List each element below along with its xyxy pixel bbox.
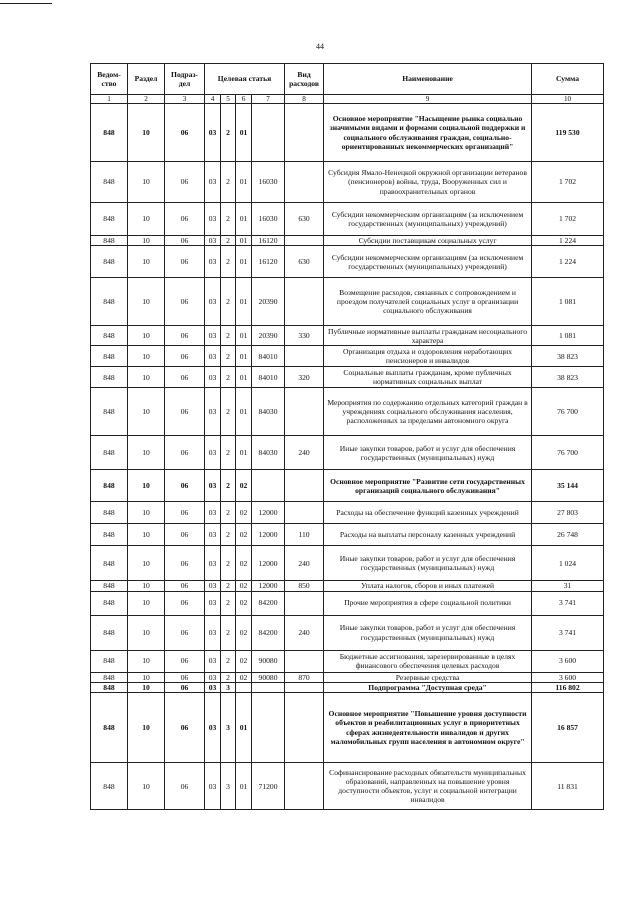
table-row [91, 278, 604, 326]
event-cell [236, 682, 252, 692]
program-cell: 03 [205, 524, 221, 546]
sum-cell: 1 702 [532, 203, 604, 236]
table-row [91, 104, 604, 162]
subprogram-cell: 2 [221, 162, 236, 203]
expense-type-cell [285, 502, 324, 524]
event-cell: 01 [236, 246, 252, 278]
table-row [91, 436, 604, 470]
header-expense-type: Вид расходов [285, 64, 324, 95]
direction-cell [252, 104, 285, 162]
section-cell: 10 [128, 682, 165, 692]
subsection-cell: 06 [165, 367, 205, 388]
dept-cell: 848 [91, 682, 128, 692]
subprogram-cell: 2 [221, 672, 236, 682]
subsection-cell: 06 [165, 581, 205, 591]
sum-cell: 3 741 [532, 615, 604, 650]
program-cell: 03 [205, 104, 221, 162]
direction-cell: 16030 [252, 162, 285, 203]
direction-cell: 84010 [252, 346, 285, 367]
event-cell: 01 [236, 346, 252, 367]
sum-cell: 11 831 [532, 763, 604, 810]
dept-cell: 848 [91, 326, 128, 346]
direction-cell: 84010 [252, 367, 285, 388]
sum-cell: 116 802 [532, 682, 604, 692]
name-cell: Субсидии некоммерческим организациям (за исключением государственных (муниципальных) учреждений) [324, 203, 532, 236]
direction-cell: 84030 [252, 388, 285, 436]
page-number: 44 [316, 42, 324, 51]
subprogram-cell: 2 [221, 388, 236, 436]
section-cell: 10 [128, 326, 165, 346]
top-rule [0, 3, 52, 4]
table-row [91, 470, 604, 502]
header-row [91, 64, 604, 95]
dept-cell: 848 [91, 346, 128, 367]
event-cell: 01 [236, 763, 252, 810]
name-cell: Социальные выплаты гражданам, кроме публичных нормативных социальных выплат [324, 367, 532, 388]
section-cell: 10 [128, 246, 165, 278]
direction-cell: 84200 [252, 615, 285, 650]
sum-cell: 38 823 [532, 346, 604, 367]
name-cell: Мероприятия по содержанию отдельных категорий граждан в учреждениях социального обслуживания населения, расположенных за пределами автономного округа [324, 388, 532, 436]
dept-cell: 848 [91, 693, 128, 763]
subprogram-cell: 2 [221, 615, 236, 650]
table-row [91, 693, 604, 763]
expense-type-cell [285, 388, 324, 436]
dept-cell: 848 [91, 524, 128, 546]
expense-type-cell [285, 682, 324, 692]
subsection-cell: 06 [165, 502, 205, 524]
direction-cell: 16030 [252, 203, 285, 236]
program-cell: 03 [205, 650, 221, 672]
dept-cell: 848 [91, 581, 128, 591]
dept-cell: 848 [91, 203, 128, 236]
program-cell: 03 [205, 763, 221, 810]
sum-cell: 1 081 [532, 278, 604, 326]
dept-cell: 848 [91, 436, 128, 470]
expense-type-cell: 320 [285, 367, 324, 388]
table-row [91, 203, 604, 236]
expense-type-cell: 630 [285, 203, 324, 236]
subprogram-cell: 2 [221, 278, 236, 326]
column-number-cell: 1 [91, 95, 128, 104]
expense-type-cell: 240 [285, 546, 324, 581]
expense-type-cell: 240 [285, 436, 324, 470]
direction-cell [252, 470, 285, 502]
name-cell: Софинансирование расходных обязательств муниципальных образований, направленных на повышение уровня доступности объектов, услуг и социальной интеграции инвалидов [324, 763, 532, 810]
event-cell: 02 [236, 546, 252, 581]
expense-type-cell [285, 346, 324, 367]
header-name: Наименование [324, 64, 532, 95]
sum-cell: 1 702 [532, 162, 604, 203]
direction-cell: 20390 [252, 278, 285, 326]
subprogram-cell: 2 [221, 502, 236, 524]
program-cell: 03 [205, 615, 221, 650]
section-cell: 10 [128, 502, 165, 524]
sum-cell: 31 [532, 581, 604, 591]
event-cell: 01 [236, 436, 252, 470]
name-cell: Иные закупки товаров, работ и услуг для обеспечения государственных (муниципальных) нужд [324, 436, 532, 470]
subsection-cell: 06 [165, 470, 205, 502]
program-cell: 03 [205, 682, 221, 692]
dept-cell: 848 [91, 546, 128, 581]
dept-cell: 848 [91, 470, 128, 502]
dept-cell: 848 [91, 236, 128, 246]
sum-cell: 27 803 [532, 502, 604, 524]
section-cell: 10 [128, 367, 165, 388]
subprogram-cell: 2 [221, 581, 236, 591]
subprogram-cell: 2 [221, 591, 236, 615]
expense-type-cell [285, 104, 324, 162]
sum-cell: 3 600 [532, 650, 604, 672]
event-cell: 02 [236, 502, 252, 524]
name-cell: Основное мероприятие "Развитие сети государственных организаций социального обслуживания" [324, 470, 532, 502]
event-cell: 01 [236, 236, 252, 246]
program-cell: 03 [205, 581, 221, 591]
table-row [91, 682, 604, 692]
expense-type-cell [285, 693, 324, 763]
sum-cell: 76 700 [532, 436, 604, 470]
column-number-cell: 2 [128, 95, 165, 104]
name-cell: Субсидия Ямало-Ненецкой окружной организации ветеранов (пенсионеров) войны, труда, Вооруженных сил и правоохранительных органов [324, 162, 532, 203]
event-cell: 01 [236, 278, 252, 326]
dept-cell: 848 [91, 615, 128, 650]
subprogram-cell: 2 [221, 203, 236, 236]
name-cell: Возмещение расходов, связанных с сопровождением и проездом получателей социальных услуг в организации социального обслуживания [324, 278, 532, 326]
sum-cell: 26 748 [532, 524, 604, 546]
header-section: Раздел [128, 64, 165, 95]
event-cell: 01 [236, 203, 252, 236]
event-cell: 02 [236, 581, 252, 591]
column-number-row [91, 95, 604, 104]
event-cell: 02 [236, 615, 252, 650]
name-cell: Бюджетные ассигнования, зарезервированные в целях финансового обеспечения целевых расходов [324, 650, 532, 672]
section-cell: 10 [128, 104, 165, 162]
table-row [91, 615, 604, 650]
section-cell: 10 [128, 278, 165, 326]
program-cell: 03 [205, 591, 221, 615]
section-cell: 10 [128, 546, 165, 581]
direction-cell: 12000 [252, 581, 285, 591]
column-number-cell: 5 [221, 95, 236, 104]
program-cell: 03 [205, 693, 221, 763]
table-row [91, 346, 604, 367]
dept-cell: 848 [91, 591, 128, 615]
subsection-cell: 06 [165, 326, 205, 346]
program-cell: 03 [205, 162, 221, 203]
name-cell: Субсидии некоммерческим организациям (за исключением государственных (муниципальных) учреждений) [324, 246, 532, 278]
name-cell: Уплата налогов, сборов и иных платежей [324, 581, 532, 591]
direction-cell: 71200 [252, 763, 285, 810]
subsection-cell: 06 [165, 104, 205, 162]
expense-type-cell [285, 162, 324, 203]
dept-cell: 848 [91, 246, 128, 278]
column-number-cell: 6 [236, 95, 252, 104]
program-cell: 03 [205, 546, 221, 581]
table-row [91, 524, 604, 546]
program-cell: 03 [205, 436, 221, 470]
event-cell: 02 [236, 524, 252, 546]
table-row [91, 367, 604, 388]
section-cell: 10 [128, 672, 165, 682]
event-cell: 01 [236, 367, 252, 388]
subprogram-cell: 2 [221, 346, 236, 367]
column-number-cell: 7 [252, 95, 285, 104]
name-cell: Основное мероприятие "Насыщение рынка социально значимыми видами и формами социальной поддержки и социального обслуживания граждан, социально-ориентированных некоммерческих организаций" [324, 104, 532, 162]
section-cell: 10 [128, 591, 165, 615]
name-cell: Резервные средства [324, 672, 532, 682]
budget-table [90, 63, 604, 810]
section-cell: 10 [128, 162, 165, 203]
expense-type-cell [285, 650, 324, 672]
section-cell: 10 [128, 470, 165, 502]
subprogram-cell: 3 [221, 682, 236, 692]
subprogram-cell: 2 [221, 246, 236, 278]
program-cell: 03 [205, 326, 221, 346]
sum-cell: 1 224 [532, 236, 604, 246]
dept-cell: 848 [91, 672, 128, 682]
direction-cell: 90080 [252, 672, 285, 682]
section-cell: 10 [128, 388, 165, 436]
table-row [91, 236, 604, 246]
column-number-cell: 4 [205, 95, 221, 104]
section-cell: 10 [128, 436, 165, 470]
event-cell: 01 [236, 326, 252, 346]
program-cell: 03 [205, 346, 221, 367]
expense-type-cell [285, 470, 324, 502]
subprogram-cell: 3 [221, 763, 236, 810]
subprogram-cell: 2 [221, 650, 236, 672]
event-cell: 02 [236, 470, 252, 502]
event-cell: 02 [236, 591, 252, 615]
program-cell: 03 [205, 388, 221, 436]
subsection-cell: 06 [165, 693, 205, 763]
program-cell: 03 [205, 470, 221, 502]
header-target-article: Целевая статья [205, 64, 285, 95]
section-cell: 10 [128, 581, 165, 591]
name-cell: Публичные нормативные выплаты гражданам несоциального характера [324, 326, 532, 346]
subsection-cell: 06 [165, 763, 205, 810]
sum-cell: 3 600 [532, 672, 604, 682]
section-cell: 10 [128, 650, 165, 672]
event-cell: 01 [236, 388, 252, 436]
program-cell: 03 [205, 672, 221, 682]
column-number-cell: 3 [165, 95, 205, 104]
section-cell: 10 [128, 203, 165, 236]
subsection-cell: 06 [165, 236, 205, 246]
dept-cell: 848 [91, 278, 128, 326]
name-cell: Организация отдыха и оздоровления неработающих пенсионеров и инвалидов [324, 346, 532, 367]
subsection-cell: 06 [165, 546, 205, 581]
name-cell: Иные закупки товаров, работ и услуг для обеспечения государственных (муниципальных) нужд [324, 615, 532, 650]
subprogram-cell: 2 [221, 236, 236, 246]
program-cell: 03 [205, 203, 221, 236]
expense-type-cell: 870 [285, 672, 324, 682]
sum-cell: 38 823 [532, 367, 604, 388]
direction-cell: 16120 [252, 246, 285, 278]
subprogram-cell: 2 [221, 326, 236, 346]
program-cell: 03 [205, 278, 221, 326]
subsection-cell: 06 [165, 615, 205, 650]
table-row [91, 591, 604, 615]
subsection-cell: 06 [165, 672, 205, 682]
subsection-cell: 06 [165, 246, 205, 278]
subprogram-cell: 3 [221, 693, 236, 763]
section-cell: 10 [128, 763, 165, 810]
subprogram-cell: 2 [221, 436, 236, 470]
subsection-cell: 06 [165, 278, 205, 326]
direction-cell: 20390 [252, 326, 285, 346]
sum-cell: 16 857 [532, 693, 604, 763]
direction-cell: 84030 [252, 436, 285, 470]
subprogram-cell: 2 [221, 524, 236, 546]
expense-type-cell [285, 763, 324, 810]
program-cell: 03 [205, 236, 221, 246]
subsection-cell: 06 [165, 524, 205, 546]
header-sum: Сумма [532, 64, 604, 95]
sum-cell: 1 081 [532, 326, 604, 346]
subsection-cell: 06 [165, 682, 205, 692]
dept-cell: 848 [91, 162, 128, 203]
column-number-cell: 10 [532, 95, 604, 104]
expense-type-cell: 630 [285, 246, 324, 278]
table-row [91, 502, 604, 524]
expense-type-cell: 110 [285, 524, 324, 546]
subsection-cell: 06 [165, 436, 205, 470]
subprogram-cell: 2 [221, 546, 236, 581]
section-cell: 10 [128, 693, 165, 763]
program-cell: 03 [205, 367, 221, 388]
direction-cell: 12000 [252, 524, 285, 546]
expense-type-cell: 330 [285, 326, 324, 346]
sum-cell: 35 144 [532, 470, 604, 502]
name-cell: Субсидии поставщикам социальных услуг [324, 236, 532, 246]
dept-cell: 848 [91, 367, 128, 388]
direction-cell [252, 682, 285, 692]
direction-cell: 16120 [252, 236, 285, 246]
sum-cell: 1 024 [532, 546, 604, 581]
subsection-cell: 06 [165, 388, 205, 436]
section-cell: 10 [128, 615, 165, 650]
subprogram-cell: 2 [221, 367, 236, 388]
sum-cell: 1 224 [532, 246, 604, 278]
direction-cell [252, 693, 285, 763]
section-cell: 10 [128, 524, 165, 546]
event-cell: 01 [236, 693, 252, 763]
subprogram-cell: 2 [221, 104, 236, 162]
column-number-cell: 8 [285, 95, 324, 104]
sum-cell: 3 741 [532, 591, 604, 615]
table-body [91, 104, 604, 810]
program-cell: 03 [205, 502, 221, 524]
table-row [91, 763, 604, 810]
subsection-cell: 06 [165, 650, 205, 672]
dept-cell: 848 [91, 763, 128, 810]
direction-cell: 12000 [252, 502, 285, 524]
expense-type-cell: 240 [285, 615, 324, 650]
table-row [91, 246, 604, 278]
section-cell: 10 [128, 236, 165, 246]
event-cell: 01 [236, 162, 252, 203]
name-cell: Расходы на обеспечение функций казенных учреждений [324, 502, 532, 524]
event-cell: 02 [236, 672, 252, 682]
name-cell: Подпрограмма "Доступная среда" [324, 682, 532, 692]
dept-cell: 848 [91, 502, 128, 524]
sum-cell: 76 700 [532, 388, 604, 436]
expense-type-cell [285, 236, 324, 246]
direction-cell: 12000 [252, 546, 285, 581]
column-number-cell: 9 [324, 95, 532, 104]
table-row [91, 581, 604, 591]
subsection-cell: 06 [165, 591, 205, 615]
dept-cell: 848 [91, 388, 128, 436]
expense-type-cell [285, 278, 324, 326]
subsection-cell: 06 [165, 162, 205, 203]
table-row [91, 388, 604, 436]
direction-cell: 90080 [252, 650, 285, 672]
dept-cell: 848 [91, 650, 128, 672]
expense-type-cell: 850 [285, 581, 324, 591]
subsection-cell: 06 [165, 346, 205, 367]
expense-type-cell [285, 591, 324, 615]
name-cell: Расходы на выплаты персоналу казенных учреждений [324, 524, 532, 546]
table-row [91, 672, 604, 682]
table-row [91, 326, 604, 346]
event-cell: 02 [236, 650, 252, 672]
direction-cell: 84200 [252, 591, 285, 615]
table-row [91, 546, 604, 581]
header-dept: Ведом-ство [91, 64, 128, 95]
section-cell: 10 [128, 346, 165, 367]
subsection-cell: 06 [165, 203, 205, 236]
name-cell: Основное мероприятие "Повышение уровня доступности объектов и реабилитационных услуг в приоритетных сферах жизнедеятельности инвалидов и других маломобильных групп населения в автономном округе" [324, 693, 532, 763]
event-cell: 01 [236, 104, 252, 162]
dept-cell: 848 [91, 104, 128, 162]
subprogram-cell: 2 [221, 470, 236, 502]
sum-cell: 119 530 [532, 104, 604, 162]
header-subsection: Подраз-дел [165, 64, 205, 95]
program-cell: 03 [205, 246, 221, 278]
name-cell: Прочие мероприятия в сфере социальной политики [324, 591, 532, 615]
name-cell: Иные закупки товаров, работ и услуг для обеспечения государственных (муниципальных) нужд [324, 546, 532, 581]
table-row [91, 650, 604, 672]
table-row [91, 162, 604, 203]
